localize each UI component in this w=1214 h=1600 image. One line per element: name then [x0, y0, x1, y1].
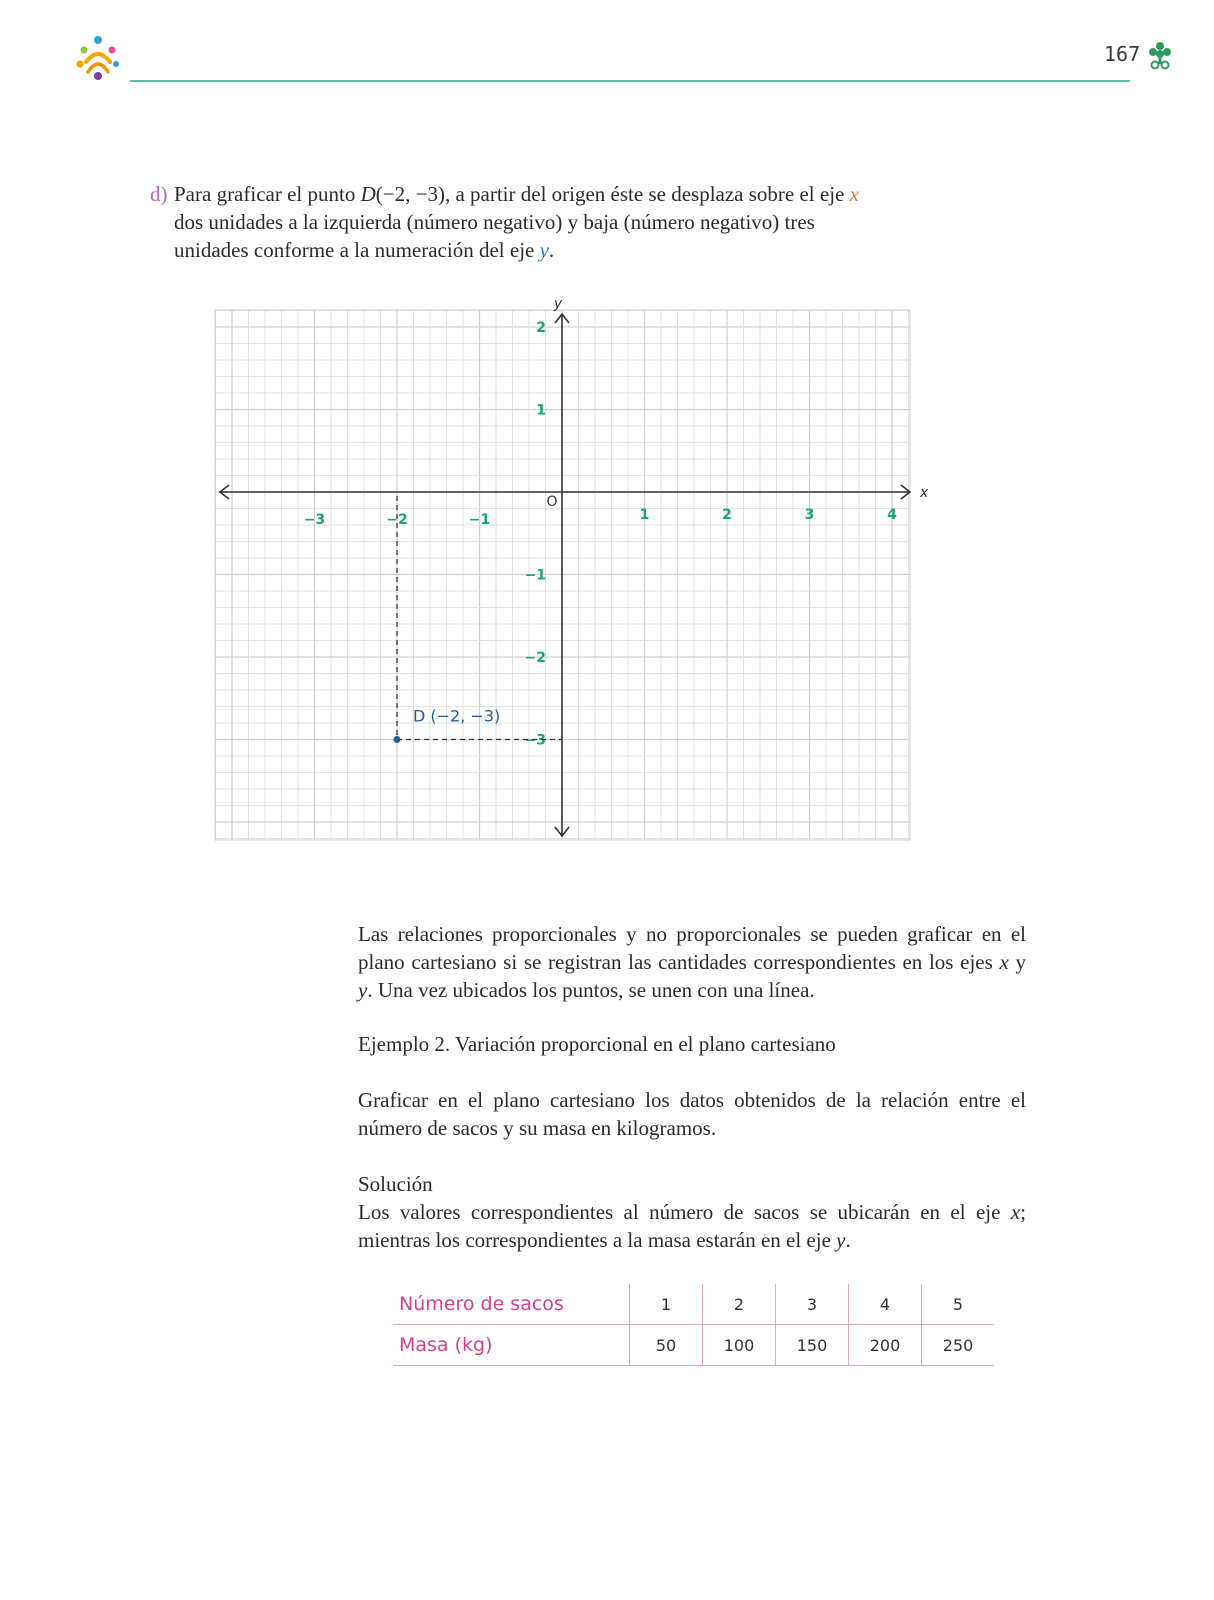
origin-label: O	[546, 494, 558, 510]
p5-var-y: y	[836, 1228, 846, 1252]
item-d-mid: , a partir del origen éste se desplaza sobre el eje	[444, 182, 850, 206]
table-cell: 3	[776, 1284, 849, 1325]
x-tick-label: −3	[303, 512, 326, 528]
table-cell: 250	[922, 1325, 995, 1366]
point-d	[394, 736, 401, 743]
colored-dots-logo-icon	[70, 32, 126, 84]
page-number: 167	[1104, 42, 1141, 66]
table-cell: 150	[776, 1325, 849, 1366]
row-label-mass: Masa (kg)	[393, 1325, 630, 1366]
y-tick-label: 1	[536, 402, 546, 419]
table-row	[393, 1325, 994, 1366]
table-cell: 1	[630, 1284, 703, 1325]
y-tick-label: −3	[524, 732, 546, 749]
point-name: D	[360, 182, 376, 206]
p5-text-c: .	[845, 1228, 851, 1252]
p5-text-a: Los valores correspondientes al número de sacos se ubicarán en el eje	[358, 1200, 1011, 1224]
p1-text-b: . Una vez ubicados los puntos, se unen con una línea.	[367, 978, 815, 1002]
p1-text-a: Las relaciones proporcionales y no proporcionales se pueden graficar en el plano cartesiano si se registran las cantidades correspondientes en los ejes	[358, 922, 1026, 974]
y-tick-label: 2	[536, 320, 546, 336]
p1-var-x: x	[999, 950, 1009, 974]
sacks-mass-table	[393, 1284, 994, 1366]
item-marker: d)	[150, 182, 168, 206]
item-d-text	[174, 180, 870, 264]
x-tick-label: 1	[639, 507, 650, 523]
paragraph-solution	[358, 1198, 1026, 1254]
axis-x-name: x	[849, 182, 859, 206]
table-cell: 5	[922, 1284, 995, 1325]
example-title: Ejemplo 2. Variación proporcional en el plano cartesiano	[358, 1032, 836, 1056]
p5-text-b: ; mientras los correspondientes a la masa estarán en el eje	[358, 1200, 1026, 1252]
p1-var-y: y	[358, 978, 368, 1002]
table-cell: 2	[703, 1284, 776, 1325]
table-cell: 4	[849, 1284, 922, 1325]
paragraph-instructions: Graficar en el plano cartesiano los datos obtenidos de la relación entre el número de sacos y su masa en kilogramos.	[358, 1088, 1026, 1140]
axis-y-name: y	[539, 238, 549, 262]
x-tick-label: −2	[386, 512, 408, 528]
item-d	[150, 180, 870, 264]
x-tick-label: 4	[887, 507, 897, 523]
paragraph-proportional-relations	[358, 920, 1026, 1004]
x-tick-label: 2	[722, 507, 732, 523]
table-cell: 100	[703, 1325, 776, 1366]
table-cell: 50	[630, 1325, 703, 1366]
row-label-sacks: Número de sacos	[393, 1284, 630, 1325]
green-flower-icon	[1147, 40, 1173, 70]
solution-title: Solución	[358, 1172, 433, 1196]
item-d-pre: Para graficar el punto	[174, 182, 361, 206]
p5-var-x: x	[1010, 1200, 1021, 1224]
y-tick-label: −2	[524, 650, 546, 666]
table-row	[393, 1284, 994, 1325]
p1-and: y	[1008, 950, 1026, 974]
cartesian-plane	[210, 296, 940, 856]
point-coords: (−2, −3)	[375, 182, 445, 206]
y-tick-label: −1	[524, 567, 546, 584]
item-d-post: dos unidades a la izquierda (número negativo) y baja (número negativo) tres unidades conforme a la numeración del eje	[174, 210, 815, 262]
table-cell: 200	[849, 1325, 922, 1366]
x-tick-label: −1	[468, 512, 491, 528]
x-tick-label: 3	[804, 507, 815, 523]
header-rule	[130, 80, 1130, 82]
item-d-end: .	[548, 238, 555, 262]
y-axis-name: y	[553, 296, 563, 312]
x-axis-name: x	[920, 485, 929, 501]
point-d-label: D (−2, −3)	[413, 706, 501, 726]
